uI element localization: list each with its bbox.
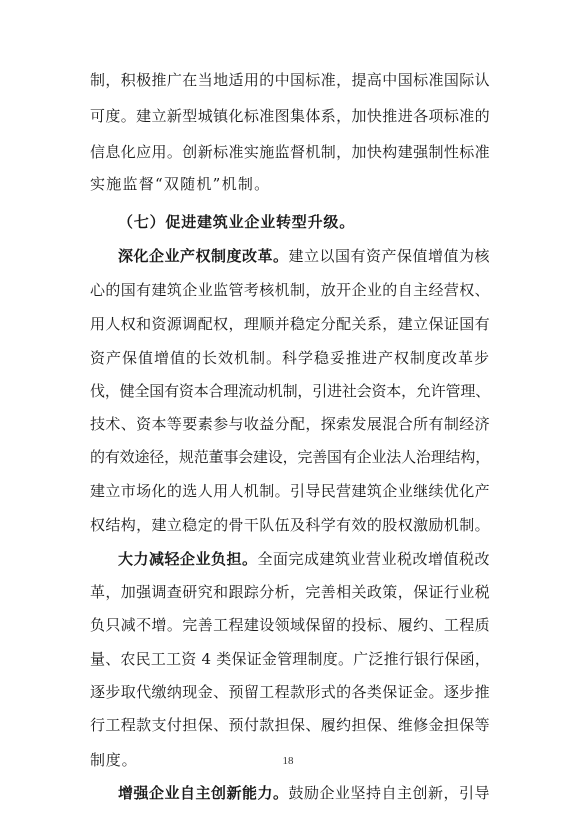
text-line bbox=[90, 445, 490, 469]
text-line bbox=[90, 680, 490, 704]
bold-heading-text: 深化企业产权制度改革。 bbox=[118, 247, 289, 265]
text-line bbox=[90, 346, 490, 370]
page-number: 18 bbox=[282, 755, 294, 767]
text-line bbox=[90, 613, 490, 637]
body-text: 实施监督“双随机”机制。 bbox=[90, 175, 271, 193]
body-text: 用人权和资源调配权，理顺并稳定分配关系，建立保证国有 bbox=[90, 315, 491, 333]
body-text: 逐步取代缴纳现金、预留工程款形式的各类保证金。逐步推 bbox=[90, 683, 491, 701]
body-text: 资产保值增值的长效机制。科学稳妥推进产权制度改革步 bbox=[90, 349, 491, 367]
text-line bbox=[90, 140, 490, 164]
body-text: 制，积极推广在当地适用的中国标准，提高中国标准国际认 bbox=[90, 71, 491, 89]
text-line bbox=[90, 379, 490, 403]
body-text: 鼓励企业坚持自主创新，引导 bbox=[288, 784, 491, 802]
text-line bbox=[90, 278, 490, 302]
text-line bbox=[118, 244, 490, 268]
body-text: 量、农民工工资 4 类保证金管理制度。广泛推行银行保函， bbox=[90, 650, 491, 668]
body-text: 的有效途径，规范董事会建设，完善国有企业法人治理结构， bbox=[90, 448, 491, 466]
text-line bbox=[90, 713, 490, 737]
bold-heading-text: 大力减轻企业负担。 bbox=[118, 550, 258, 568]
text-line bbox=[90, 412, 490, 436]
body-text: 伐，健全国有资本合理流动机制，引进社会资本，允许管理、 bbox=[90, 382, 491, 400]
body-text: 权结构，建立稳定的骨干队伍及科学有效的股权激励机制。 bbox=[90, 516, 491, 534]
body-text: 行工程款支付担保、预付款担保、履约担保、维修金担保等 bbox=[90, 716, 491, 734]
text-line bbox=[90, 513, 490, 537]
text-line bbox=[90, 580, 490, 604]
text-line bbox=[90, 312, 490, 336]
text-line bbox=[118, 781, 490, 805]
body-text: 建立市场化的选人用人机制。引导民营建筑企业继续优化产 bbox=[90, 482, 491, 500]
body-text: 制度。 bbox=[90, 751, 138, 769]
body-text: 建立以国有资产保值增值为核 bbox=[288, 247, 491, 265]
text-line bbox=[90, 104, 490, 128]
text-line bbox=[90, 479, 490, 503]
body-text: 负只减不增。完善工程建设领域保留的投标、履约、工程质 bbox=[90, 616, 491, 634]
text-line bbox=[90, 172, 270, 196]
text-line bbox=[118, 210, 398, 234]
body-text: 心的国有建筑企业监管考核机制，放开企业的自主经营权、 bbox=[90, 281, 491, 299]
text-line bbox=[90, 647, 490, 671]
body-text: 可度。建立新型城镇化标准图集体系，加快推进各项标准的 bbox=[90, 107, 491, 125]
bold-heading-text: （七）促进建筑业企业转型升级。 bbox=[118, 213, 356, 231]
text-line bbox=[118, 547, 490, 571]
body-text: 技术、资本等要素参与收益分配，探索发展混合所有制经济 bbox=[90, 415, 491, 433]
bold-heading-text: 增强企业自主创新能力。 bbox=[118, 784, 289, 802]
text-line bbox=[90, 68, 490, 92]
body-text: 全面完成建筑业营业税改增值税改 bbox=[257, 550, 491, 568]
body-text: 信息化应用。创新标准实施监督机制，加快构建强制性标准 bbox=[90, 143, 491, 161]
body-text: 革，加强调查研究和跟踪分析，完善相关政策，保证行业税 bbox=[90, 583, 491, 601]
